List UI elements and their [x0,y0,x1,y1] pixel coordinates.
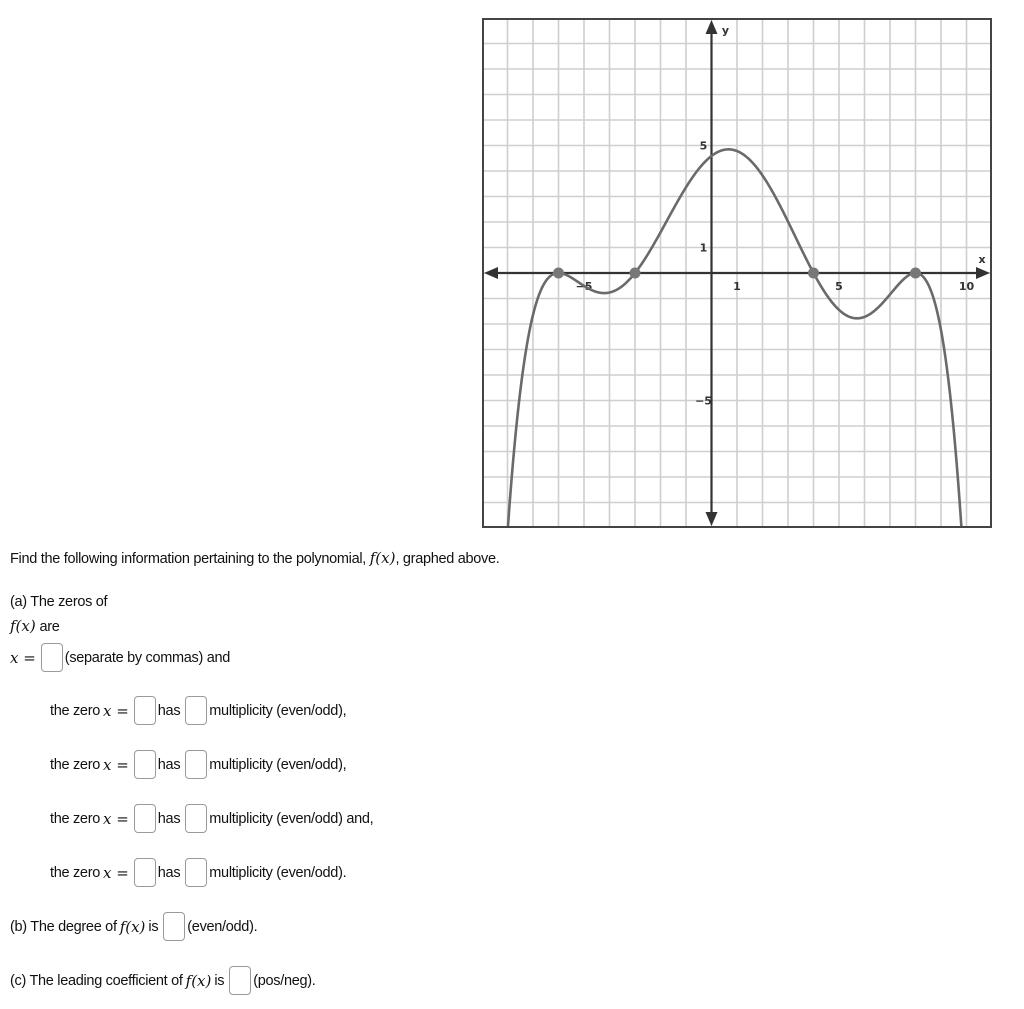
y-tick-label: 1 [699,241,708,255]
x-equals-label: x = [103,863,129,882]
y-axis-arrow-down-icon [706,512,718,526]
polynomial-graph [482,18,992,528]
x-tick-label: 5 [835,280,843,293]
intro-end-label: , graphed above. [395,551,500,567]
x-tick-label: 1 [733,280,741,293]
multiplicity-parity-input[interactable] [185,750,207,779]
x-axis-arrow-right-icon [976,267,990,279]
zero-multiplicity-row [50,858,349,887]
zero-value-input[interactable] [134,804,156,833]
the-zero-label: the zero [50,864,100,881]
x-axis-label: x [978,253,986,266]
part-c-row [10,966,319,995]
has-label: has [157,810,181,827]
zero-multiplicity-row [50,804,376,833]
pos-neg-hint: (pos/neg). [253,972,316,989]
y-tick-label: −5 [695,394,712,408]
multiplicity-hint: multiplicity (even/odd). [209,864,347,881]
polynomial-curve [507,149,962,528]
fx-symbol: f(x) [119,917,146,936]
zero-multiplicity-row [50,696,349,725]
the-zero-label: the zero [50,810,100,827]
multiplicity-hint: multiplicity (even/odd), [209,756,347,773]
part-a-heading: (a) The zeros of [10,594,108,610]
zero-value-input[interactable] [134,750,156,779]
x-equals-label: x = [103,701,129,720]
separate-hint: (separate by commas) and [64,649,231,666]
zero-point-marker [553,268,564,279]
multiplicity-parity-input[interactable] [185,804,207,833]
even-odd-hint: (even/odd). [187,918,258,935]
are-label: are [39,619,60,635]
y-axis-label: y [721,24,730,37]
multiplicity-hint: multiplicity (even/odd), [209,702,347,719]
part-a-fx-are [10,616,60,637]
x-tick-label: −5 [575,280,593,293]
zero-value-input[interactable] [134,696,156,725]
intro-text [10,548,500,569]
fx-symbol: f(x) [369,549,396,567]
multiplicity-hint: multiplicity (even/odd) and, [209,810,374,827]
part-b-row [10,912,260,941]
has-label: has [157,756,181,773]
x-equals-label: x = [10,648,36,667]
zeros-input[interactable] [41,643,63,672]
degree-label: (b) The degree of [10,918,117,935]
zeros-list-row [10,643,233,672]
leading-coefficient-label: (c) The leading coefficient of [10,972,183,989]
y-tick-label: 5 [699,139,708,153]
zero-point-marker [910,268,921,279]
is-label: is [214,972,225,989]
degree-parity-input[interactable] [163,912,185,941]
is-label: is [148,918,159,935]
y-axis-arrow-up-icon [706,20,718,34]
the-zero-label: the zero [50,702,100,719]
x-axis-arrow-left-icon [484,267,498,279]
x-equals-label: x = [103,755,129,774]
x-equals-label: x = [103,809,129,828]
has-label: has [157,864,181,881]
x-tick-label: 10 [958,280,975,293]
multiplicity-parity-input[interactable] [185,858,207,887]
intro-label: Find the following information pertaining to the polynomial, [10,551,366,567]
has-label: has [157,702,181,719]
zero-point-marker [630,268,641,279]
zero-point-marker [808,268,819,279]
multiplicity-parity-input[interactable] [185,696,207,725]
zero-multiplicity-row [50,750,349,779]
fx-symbol: f(x) [10,617,36,635]
the-zero-label: the zero [50,756,100,773]
zero-value-input[interactable] [134,858,156,887]
fx-symbol: f(x) [185,971,212,990]
leading-coefficient-sign-input[interactable] [229,966,251,995]
